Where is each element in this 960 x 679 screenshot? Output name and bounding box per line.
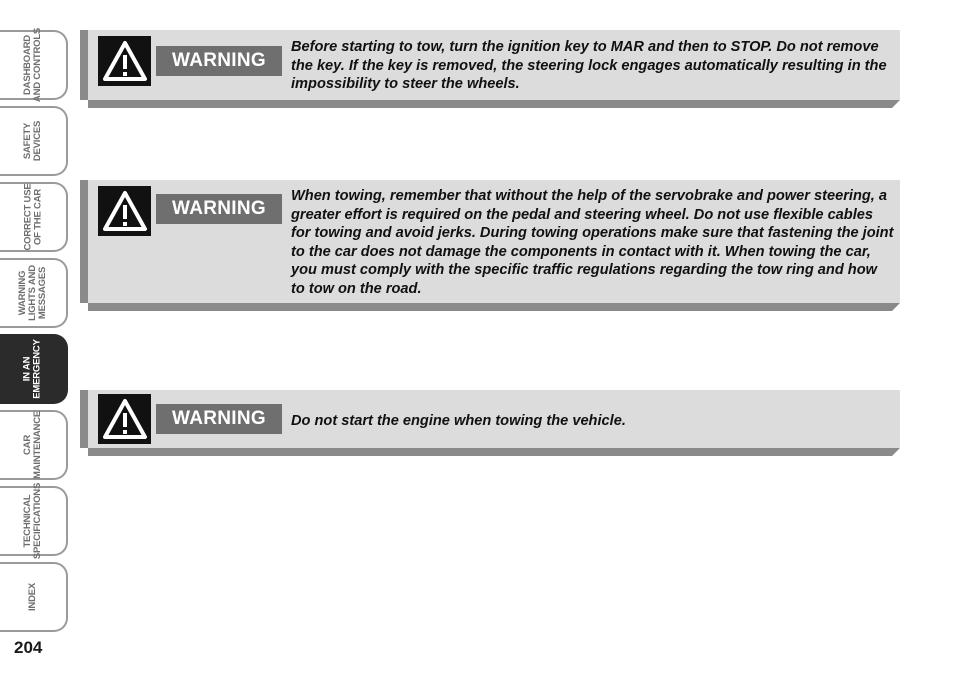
warning-triangle-icon bbox=[98, 394, 151, 444]
tab-car-maintenance[interactable] bbox=[0, 410, 68, 480]
warning-label: WARNING bbox=[156, 404, 282, 434]
tab-warning-lights[interactable] bbox=[0, 258, 68, 328]
tab-in-an-emergency[interactable] bbox=[0, 334, 68, 404]
box-shadow bbox=[88, 303, 900, 311]
page-number: 204 bbox=[14, 638, 43, 657]
warning-box bbox=[80, 180, 900, 303]
tab-correct-use[interactable] bbox=[0, 182, 68, 252]
tab-label: CAR MAINTENANCE bbox=[22, 411, 43, 479]
warning-text: Before starting to tow, turn the ignition key to MAR and then to STOP. Do not remove the key. If the key is removed, the steering lock engages automatically resulting in the impossibility to steer the wheels. bbox=[291, 39, 887, 92]
box-shadow bbox=[88, 100, 900, 108]
tab-label: WARNING LIGHTS AND MESSAGES bbox=[16, 265, 48, 321]
warning-triangle-icon bbox=[98, 36, 151, 86]
warning-box bbox=[80, 30, 900, 100]
tab-index[interactable] bbox=[0, 562, 68, 632]
tab-label: CORRECT USE OF THE CAR bbox=[22, 183, 44, 251]
warning-triangle-icon bbox=[98, 186, 151, 236]
tab-label: SAFETY DEVICES bbox=[22, 120, 43, 162]
tab-label: TECHNICAL SPECIFICATIONS bbox=[22, 482, 44, 560]
tab-label: DASHBOARD AND CONTROLS bbox=[22, 27, 43, 103]
warning-box bbox=[80, 390, 900, 448]
warning-label: WARNING bbox=[156, 46, 282, 76]
warning-text: When towing, remember that without the help of the servobrake and power steering, a greater effort is required on the pedal and steering wheel. Do not use flexible cables for towing and avoid jerks. During towing operations make sure that fastening the joint to the car does not damage the components in contact with it. When towing the car, you must comply with the specific traffic regulations regarding the tow ring and how to tow on the road. bbox=[291, 188, 894, 297]
warning-label: WARNING bbox=[156, 194, 282, 224]
tab-safety-devices[interactable] bbox=[0, 106, 68, 176]
tab-technical-specifications[interactable] bbox=[0, 482, 68, 560]
tab-label: INDEX bbox=[26, 582, 38, 612]
tab-dashboard-and-controls[interactable] bbox=[0, 27, 68, 103]
box-shadow bbox=[88, 448, 900, 456]
tab-label: IN AN EMERGENCY bbox=[22, 339, 43, 399]
warning-text: Do not start the engine when towing the vehicle. bbox=[291, 413, 626, 429]
